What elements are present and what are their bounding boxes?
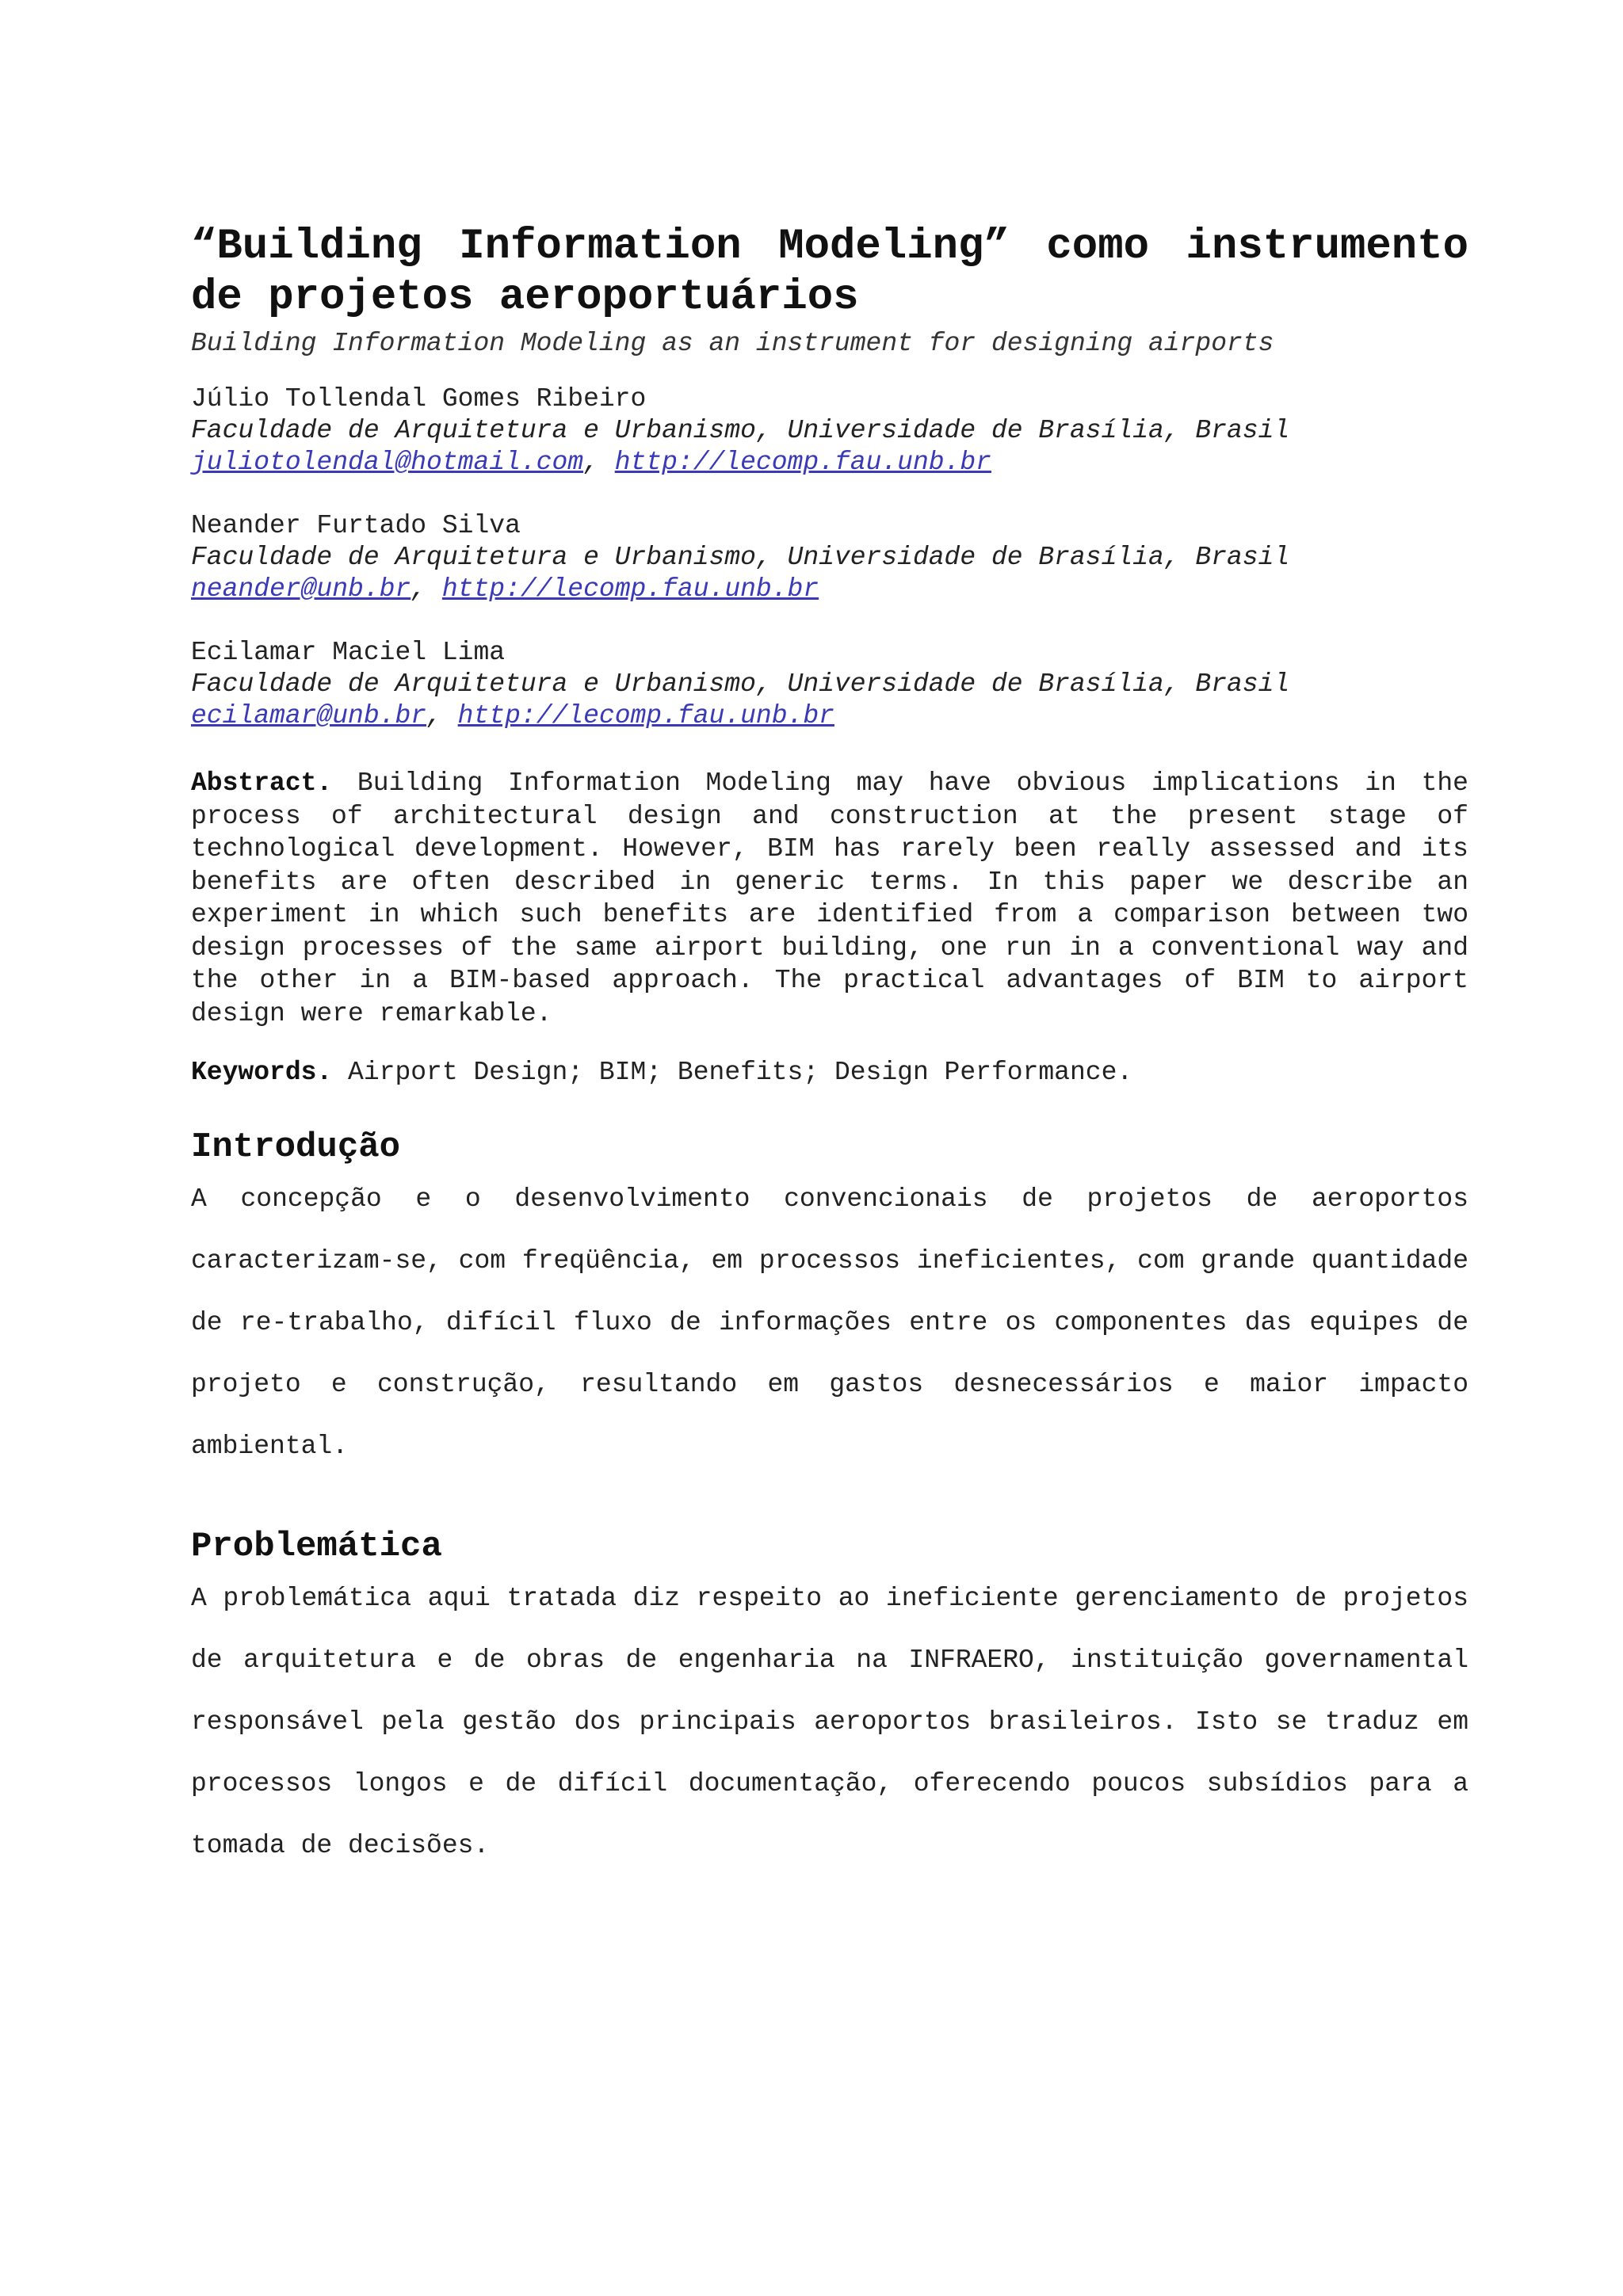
- author-affiliation: Faculdade de Arquitetura e Urbanismo, Universidade de Brasília, Brasil: [191, 669, 1290, 699]
- contact-separator: ,: [411, 574, 442, 604]
- author-affiliation: Faculdade de Arquitetura e Urbanismo, Universidade de Brasília, Brasil: [191, 416, 1290, 445]
- author-email-link[interactable]: neander@unb.br: [191, 574, 411, 604]
- author-name: Júlio Tollendal Gomes Ribeiro: [191, 384, 647, 414]
- keywords-text: Airport Design; BIM; Benefits; Design Performance.: [332, 1058, 1133, 1087]
- abstract-label: Abstract.: [191, 769, 333, 798]
- abstract-text: Building Information Modeling may have obvious implications in the process of architectural design and construction at the present stage of technological development. However, BIM has rarely been really assessed and its benefits are often described in generic terms. In this paper we describe an experiment in which such benefits are identified from a comparison between two design processes of the same airport building, one run in a conventional way and the other in a BIM-based approach. The practical advantages of BIM to airport design were remarkable.: [191, 769, 1468, 1028]
- section-heading-introducao: Introdução: [191, 1127, 401, 1167]
- author-name: Neander Furtado Silva: [191, 511, 521, 540]
- keywords: [191, 1056, 1468, 1089]
- author-contact: [191, 700, 1468, 732]
- keywords-label: Keywords.: [191, 1058, 333, 1087]
- author-name: Ecilamar Maciel Lima: [191, 638, 506, 667]
- author-url-link[interactable]: http://lecomp.fau.unb.br: [614, 448, 991, 477]
- author-block: [191, 510, 1468, 605]
- contact-separator: ,: [583, 448, 615, 477]
- contact-separator: ,: [426, 701, 458, 730]
- author-email-link[interactable]: juliotolendal@hotmail.com: [191, 448, 584, 477]
- author-block: [191, 637, 1468, 732]
- paper-title: “Building Information Modeling” como instrumento de projetos aeroportuários: [191, 223, 1468, 322]
- author-contact: [191, 447, 1468, 479]
- author-affiliation: Faculdade de Arquitetura e Urbanismo, Universidade de Brasília, Brasil: [191, 543, 1290, 572]
- section-body-introducao: A concepção e o desenvolvimento convencionais de projetos de aeroportos caracterizam-se, com freqüência, em processos ineficientes, com grande quantidade de re-trabalho, difícil fluxo de informações entre os componentes das equipes de projeto e construção, resultando em gastos desnecessários e maior impacto ambiental.: [191, 1184, 1468, 1461]
- abstract: [191, 767, 1468, 1030]
- paper-subtitle: Building Information Modeling as an instrument for designing airports: [191, 329, 1274, 358]
- author-email-link[interactable]: ecilamar@unb.br: [191, 701, 427, 730]
- author-url-link[interactable]: http://lecomp.fau.unb.br: [441, 574, 819, 604]
- author-contact: [191, 574, 1468, 605]
- author-url-link[interactable]: http://lecomp.fau.unb.br: [457, 701, 834, 730]
- section-heading-problematica: Problemática: [191, 1526, 442, 1566]
- author-block: [191, 383, 1468, 479]
- paper-page: [191, 222, 1468, 1903]
- section-body-problematica: A problemática aqui tratada diz respeito ao ineficiente gerenciamento de projetos de arquitetura e de obras de engenharia na INFRAERO, instituição governamental responsável pela gestão dos principais aeroportos brasileiros. Isto se traduz em processos longos e de difícil documentação, oferecendo poucos subsídios para a tomada de decisões.: [191, 1583, 1468, 1860]
